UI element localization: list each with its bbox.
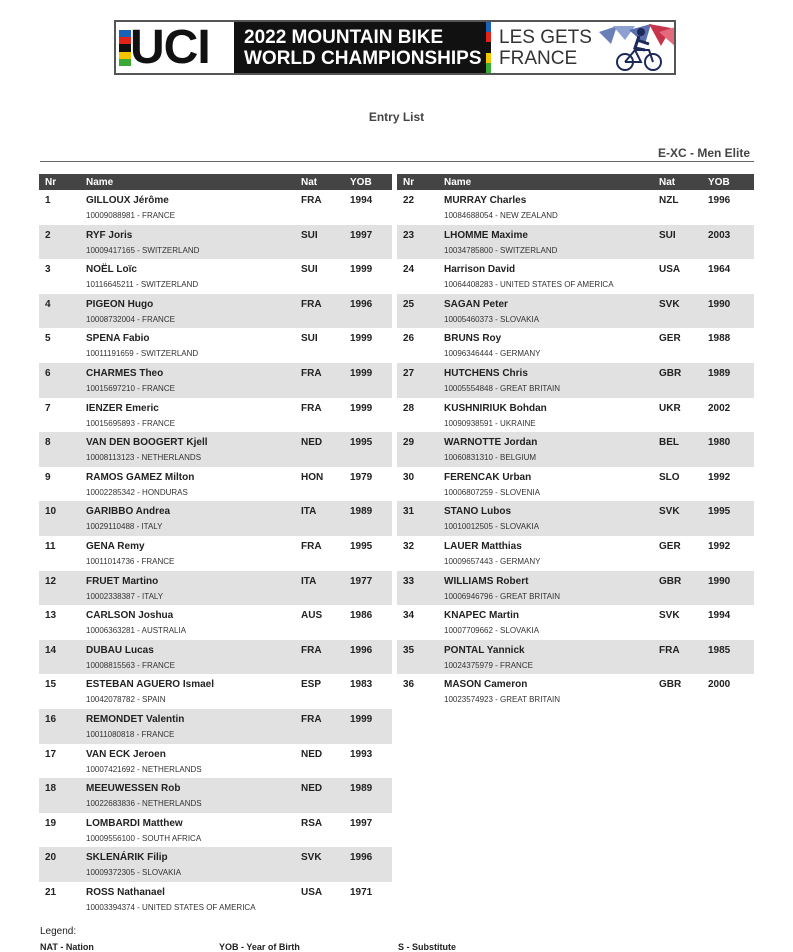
table-row [39, 709, 392, 744]
uci-id-country: 10009372305 - SLOVAKIA [86, 868, 182, 878]
legend-title: Legend: [40, 926, 77, 937]
uci-id-country: 10006363281 - AUSTRALIA [86, 626, 187, 636]
nation-code: GER [659, 333, 681, 345]
table-row [397, 640, 754, 675]
rider-name: VAN ECK Jeroen [86, 748, 166, 760]
event-banner [114, 20, 676, 75]
uci-id-country: 10024375979 - FRANCE [444, 660, 533, 670]
nation-code: NZL [659, 195, 679, 206]
rider-name: LOMBARDI Matthew [86, 817, 183, 829]
entry-number: 6 [45, 367, 51, 379]
table-row [397, 398, 754, 433]
entry-number: 9 [45, 471, 51, 483]
nation-code: HON [301, 471, 324, 483]
year-of-birth: 1996 [350, 852, 373, 864]
cyclist-icon [599, 22, 674, 73]
nation-code: SUI [301, 229, 318, 241]
table-row [39, 640, 392, 675]
rider-name: CHARMES Theo [86, 367, 164, 379]
entry-number: 4 [45, 298, 51, 310]
entry-number: 20 [45, 852, 57, 864]
uci-id-country: 10002285342 - HONDURAS [86, 487, 188, 497]
table-row [397, 501, 754, 536]
rider-name: SKLENÁRIK Filip [86, 852, 168, 864]
rider-name: IENZER Emeric [86, 402, 159, 414]
year-of-birth: 1997 [350, 229, 373, 241]
rider-name: PONTAL Yannick [444, 644, 525, 656]
nation-code: FRA [301, 367, 322, 379]
rider-name: VAN DEN BOOGERT Kjell [86, 437, 208, 449]
uci-id-country: 10042078782 - SPAIN [86, 695, 166, 705]
header-name: Name [444, 177, 472, 188]
year-of-birth: 1979 [350, 471, 373, 483]
table-row [397, 674, 754, 709]
page-title: Entry List [368, 110, 425, 124]
rider-name: Harrison David [444, 264, 516, 276]
table-header [397, 174, 754, 190]
rider-name: ESTEBAN AGUERO Ismael [86, 679, 214, 691]
rider-name: RYF Joris [86, 229, 133, 241]
uci-id-country: 10034785800 - SWITZERLAND [444, 245, 558, 255]
header-yob: YOB [350, 177, 372, 188]
entry-number: 33 [403, 575, 415, 587]
table-row [39, 605, 392, 640]
rider-name: BRUNS Roy [444, 333, 502, 345]
nation-code: SVK [659, 610, 680, 622]
nation-code: FRA [301, 540, 322, 552]
rider-name: FRUET Martino [86, 575, 159, 587]
entry-number: 3 [45, 264, 51, 276]
year-of-birth: 1992 [708, 471, 731, 483]
uci-id-country: 10011191659 - SWITZERLAND [86, 349, 199, 359]
entry-number: 27 [403, 367, 415, 379]
entry-number: 15 [45, 679, 57, 691]
year-of-birth: 1995 [350, 540, 373, 552]
nation-code: UKR [659, 402, 681, 414]
year-of-birth: 1986 [350, 610, 373, 622]
nation-code: GBR [659, 679, 682, 691]
rider-name: NOËL Loïc [86, 264, 137, 276]
entry-number: 22 [403, 195, 415, 206]
uci-id-country: 10015697210 - FRANCE [86, 383, 175, 393]
year-of-birth: 1996 [350, 644, 373, 656]
year-of-birth: 2003 [708, 229, 731, 241]
entry-number: 23 [403, 229, 415, 241]
entry-number: 11 [45, 540, 56, 552]
nation-code: SUI [659, 229, 676, 241]
nation-code: BEL [659, 437, 679, 449]
table-row [39, 778, 392, 813]
table-row [39, 744, 392, 779]
header-nr: Nr [45, 177, 57, 188]
rider-name: WARNOTTE Jordan [444, 437, 538, 449]
year-of-birth: 1994 [708, 610, 731, 622]
uci-id-country: 10008113123 - NETHERLANDS [86, 453, 202, 463]
table-header [39, 174, 392, 190]
uci-id-country: 10015695893 - FRANCE [86, 418, 175, 428]
table-row [397, 294, 754, 329]
nation-code: USA [659, 264, 681, 276]
uci-id-country: 10023574923 - GREAT BRITAIN [444, 695, 561, 705]
nation-code: SVK [301, 852, 322, 864]
header-nr: Nr [403, 177, 415, 188]
entry-number: 7 [45, 402, 51, 414]
nation-code: FRA [301, 402, 322, 414]
venue-line-1: LES GETS [499, 26, 592, 48]
entry-number: 19 [45, 817, 57, 829]
header-nat: Nat [301, 177, 318, 188]
table-row [39, 501, 392, 536]
table-row [397, 432, 754, 467]
table-row [39, 432, 392, 467]
rider-name: MASON Cameron [444, 679, 528, 691]
rider-name: WILLIAMS Robert [444, 575, 529, 587]
nation-code: SUI [301, 333, 318, 345]
year-of-birth: 1999 [350, 264, 373, 276]
year-of-birth: 1980 [708, 437, 731, 449]
divider [40, 161, 754, 162]
championship-title [234, 22, 486, 73]
entry-number: 5 [45, 333, 51, 345]
table-row [397, 571, 754, 606]
year-of-birth: 1994 [350, 195, 373, 206]
table-row [397, 605, 754, 640]
venue-line-2: FRANCE [499, 47, 578, 69]
entry-number: 25 [403, 298, 415, 310]
year-of-birth: 2000 [708, 679, 731, 691]
championship-line-2: WORLD CHAMPIONSHIPS [244, 47, 482, 69]
entry-number: 1 [45, 195, 51, 206]
entry-number: 31 [403, 506, 415, 518]
rider-name: STANO Lubos [444, 506, 512, 518]
entry-number: 14 [45, 644, 57, 656]
uci-id-country: 10008732004 - FRANCE [86, 314, 175, 324]
nation-code: SVK [659, 298, 680, 310]
nation-code: SUI [301, 264, 318, 276]
entry-table-left [39, 174, 392, 916]
rider-name: SPENA Fabio [86, 333, 150, 345]
uci-id-country: 10096346444 - GERMANY [444, 349, 541, 359]
table-row [39, 536, 392, 571]
entry-number: 10 [45, 506, 57, 518]
uci-id-country: 10060831310 - BELGIUM [444, 453, 537, 463]
year-of-birth: 1997 [350, 817, 373, 829]
rider-name: KUSHNIRIUK Bohdan [444, 402, 547, 414]
year-of-birth: 1993 [350, 748, 373, 760]
rider-name: RAMOS GAMEZ Milton [86, 471, 195, 483]
table-row [397, 328, 754, 363]
uci-id-country: 10090938591 - UKRAINE [444, 418, 536, 428]
uci-id-country: 10009556100 - SOUTH AFRICA [86, 833, 202, 843]
entry-number: 32 [403, 540, 415, 552]
nation-code: FRA [301, 713, 322, 725]
entry-number: 16 [45, 713, 57, 725]
entry-number: 12 [45, 575, 57, 587]
table-row [397, 259, 754, 294]
nation-code: NED [301, 437, 323, 449]
table-row [39, 225, 392, 260]
year-of-birth: 1989 [708, 367, 731, 379]
uci-logo [116, 22, 234, 73]
nation-code: GER [659, 540, 681, 552]
header-nat: Nat [659, 177, 676, 188]
year-of-birth: 1985 [708, 644, 731, 656]
entry-number: 26 [403, 333, 415, 345]
entry-number: 29 [403, 437, 415, 449]
legend-substitute: S - Substitute [398, 942, 456, 952]
uci-id-country: 10007709662 - SLOVAKIA [444, 626, 540, 636]
table-row [39, 259, 392, 294]
table-row [39, 363, 392, 398]
uci-id-country: 10006946796 - GREAT BRITAIN [444, 591, 561, 601]
nation-code: SVK [659, 506, 680, 518]
uci-id-country: 10084688054 - NEW ZEALAND [444, 211, 558, 220]
rider-name: PIGEON Hugo [86, 298, 154, 310]
header-yob: YOB [708, 177, 730, 188]
year-of-birth: 1990 [708, 575, 731, 587]
nation-code: AUS [301, 610, 323, 622]
rider-name: MURRAY Charles [444, 195, 527, 206]
uci-id-country: 10005554848 - GREAT BRITAIN [444, 383, 561, 393]
event-category: E-XC - Men Elite [657, 146, 750, 160]
year-of-birth: 1999 [350, 367, 373, 379]
uci-id-country: 10010012505 - SLOVAKIA [444, 522, 540, 532]
table-row [397, 190, 754, 225]
year-of-birth: 1971 [350, 886, 373, 898]
uci-id-country: 10022683836 - NETHERLANDS [86, 799, 202, 809]
nation-code: GBR [659, 367, 682, 379]
legend-nat: NAT - Nation [40, 942, 94, 952]
year-of-birth: 1999 [350, 713, 373, 725]
table-row [39, 674, 392, 709]
rider-name: HUTCHENS Chris [444, 367, 528, 379]
table-row [39, 882, 392, 917]
year-of-birth: 1996 [350, 298, 373, 310]
year-of-birth: 1988 [708, 333, 731, 345]
entry-number: 24 [403, 264, 415, 276]
table-row [39, 467, 392, 502]
uci-id-country: 10006807259 - SLOVENIA [444, 487, 541, 497]
table-row [39, 571, 392, 606]
uci-id-country: 10008815563 - FRANCE [86, 660, 175, 670]
nation-code: USA [301, 886, 323, 898]
rider-name: SAGAN Peter [444, 298, 508, 310]
nation-code: NED [301, 783, 323, 795]
entry-number: 21 [45, 886, 57, 898]
entry-table-right [397, 174, 754, 709]
table-row [39, 294, 392, 329]
rider-name: ROSS Nathanael [86, 886, 165, 898]
nation-code: SLO [659, 471, 680, 483]
rider-name: LAUER Matthias [444, 540, 522, 552]
rider-name: GILLOUX Jérôme [86, 195, 169, 206]
year-of-birth: 1983 [350, 679, 373, 691]
rider-name: MEEUWESSEN Rob [86, 783, 181, 795]
uci-id-country: 10003394374 - UNITED STATES OF AMERICA [86, 902, 256, 912]
uci-id-country: 10116645211 - SWITZERLAND [86, 280, 199, 290]
entry-number: 28 [403, 402, 415, 414]
year-of-birth: 1989 [350, 783, 373, 795]
entry-number: 36 [403, 679, 415, 691]
year-of-birth: 1999 [350, 402, 373, 414]
table-row [39, 398, 392, 433]
rider-name: LHOMME Maxime [444, 229, 528, 241]
entry-number: 2 [45, 229, 51, 241]
nation-code: FRA [659, 644, 680, 656]
year-of-birth: 1995 [350, 437, 373, 449]
year-of-birth: 1995 [708, 506, 731, 518]
rider-name: DUBAU Lucas [86, 644, 154, 656]
rider-name: GENA Remy [86, 540, 145, 552]
table-row [397, 225, 754, 260]
table-row [39, 190, 392, 225]
legend-yob: YOB - Year of Birth [219, 942, 300, 952]
nation-code: RSA [301, 817, 323, 829]
year-of-birth: 1999 [350, 333, 373, 345]
table-row [39, 847, 392, 882]
table-row [397, 467, 754, 502]
year-of-birth: 1996 [708, 195, 731, 206]
uci-id-country: 10009088981 - FRANCE [86, 211, 175, 220]
venue [491, 22, 599, 73]
year-of-birth: 1992 [708, 540, 731, 552]
rider-name: GARIBBO Andrea [86, 506, 171, 518]
entry-number: 8 [45, 437, 51, 449]
year-of-birth: 1964 [708, 264, 731, 276]
year-of-birth: 1977 [350, 575, 373, 587]
year-of-birth: 1989 [350, 506, 373, 518]
rider-name: FERENCAK Urban [444, 471, 532, 483]
rider-name: REMONDET Valentin [86, 713, 185, 725]
nation-code: FRA [301, 298, 322, 310]
uci-id-country: 10011014736 - FRANCE [86, 556, 175, 566]
year-of-birth: 2002 [708, 402, 731, 414]
entry-number: 18 [45, 783, 57, 795]
header-name: Name [86, 177, 114, 188]
nation-code: ITA [301, 575, 317, 587]
rider-name: CARLSON Joshua [86, 610, 174, 622]
uci-id-country: 10005460373 - SLOVAKIA [444, 314, 540, 324]
rider-name: KNAPEC Martin [444, 610, 520, 622]
entry-number: 30 [403, 471, 415, 483]
nation-code: ESP [301, 679, 322, 691]
table-row [39, 328, 392, 363]
nation-code: NED [301, 748, 323, 760]
uci-id-country: 10064408283 - UNITED STATES OF AMERICA [444, 280, 614, 290]
uci-id-country: 10009417165 - SWITZERLAND [86, 245, 200, 255]
uci-id-country: 10011080818 - FRANCE [86, 729, 175, 739]
uci-logo-text: UCI [130, 21, 210, 74]
table-row [397, 363, 754, 398]
table-row [397, 536, 754, 571]
table-row [39, 813, 392, 848]
nation-code: ITA [301, 506, 317, 518]
nation-code: FRA [301, 644, 322, 656]
uci-id-country: 10029110488 - ITALY [86, 522, 163, 532]
year-of-birth: 1990 [708, 298, 731, 310]
championship-line-1: 2022 MOUNTAIN BIKE [244, 26, 444, 48]
nation-code: GBR [659, 575, 682, 587]
uci-id-country: 10002338387 - ITALY [86, 591, 164, 601]
entry-number: 34 [403, 610, 415, 622]
entry-number: 13 [45, 610, 57, 622]
uci-id-country: 10009657443 - GERMANY [444, 556, 541, 566]
uci-id-country: 10007421692 - NETHERLANDS [86, 764, 202, 774]
nation-code: FRA [301, 195, 322, 206]
entry-number: 17 [45, 748, 57, 760]
cyclist-mountain-graphic [599, 22, 674, 73]
entry-number: 35 [403, 644, 415, 656]
